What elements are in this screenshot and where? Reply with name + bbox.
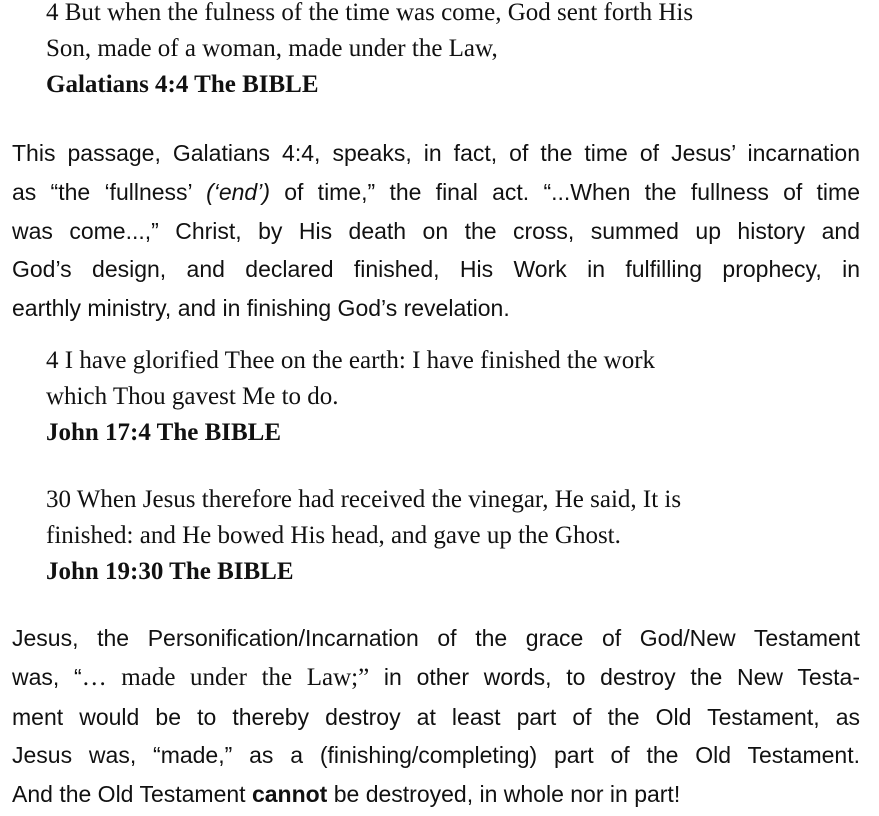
paragraph-line: ment would be to thereby destroy at least part of the Old Testament, as: [12, 703, 860, 730]
paragraph-line: God’s design, and declared finished, His Work in fulfilling prophecy, in: [12, 256, 860, 283]
paragraph-line: This passage, Galatians 4:4, speaks, in fact, of the time of Jesus’ incarnation: [12, 140, 860, 166]
verse-quote-john-17: [46, 343, 846, 451]
paragraph-line: was come...,” Christ, by His death on the cross, summed up history and: [12, 217, 860, 244]
text-run: was, “: [12, 663, 82, 690]
italic-text: (‘end’): [206, 178, 270, 205]
verse-reference: John 17:4 The BIBLE: [46, 419, 282, 446]
paragraph-line: Jesus was, “made,” as a (finishing/completing) part of the Old Testament.: [12, 742, 860, 769]
verse-line: finished: and He bowed His head, and gave up the Ghost.: [46, 522, 621, 549]
text-run: as “the ‘fullness’: [12, 178, 207, 205]
text-run: be destroyed, in whole nor in part!: [327, 781, 681, 808]
verse-reference: John 19:30 The BIBLE: [46, 558, 294, 585]
verse-quote-john-19: [46, 482, 846, 590]
quoted-text: … made under the Law;”: [81, 663, 370, 691]
paragraph-line: [12, 775, 860, 814]
paragraph-line: [12, 173, 860, 212]
paragraph-line: Jesus, the Personification/Incarnation of the grace of God/New Testament: [12, 625, 860, 651]
commentary-paragraph-1: [12, 134, 860, 328]
verse-line: 30 When Jesus therefore had received the vinegar, He said, It is: [46, 486, 682, 513]
verse-quote-galatians: [46, 0, 846, 103]
verse-line: 4 I have glorified Thee on the earth: I have finished the work: [46, 347, 656, 374]
verse-line: 4 But when the fulness of the time was come, God sent forth His: [46, 0, 694, 26]
bold-text: cannot: [251, 781, 328, 808]
text-run: of time,” the final act. “...When the fullness of time: [269, 178, 860, 205]
commentary-paragraph-2: [12, 619, 860, 814]
verse-reference: Galatians 4:4 The BIBLE: [46, 71, 319, 98]
text-run: in other words, to destroy the New Testa-: [369, 663, 860, 690]
paragraph-line: earthly ministry, and in finishing God’s revelation.: [12, 295, 510, 322]
verse-line: which Thou gavest Me to do.: [46, 383, 339, 410]
text-run: And the Old Testament: [12, 781, 252, 808]
verse-line: Son, made of a woman, made under the Law,: [46, 35, 498, 62]
paragraph-line: [12, 658, 860, 698]
